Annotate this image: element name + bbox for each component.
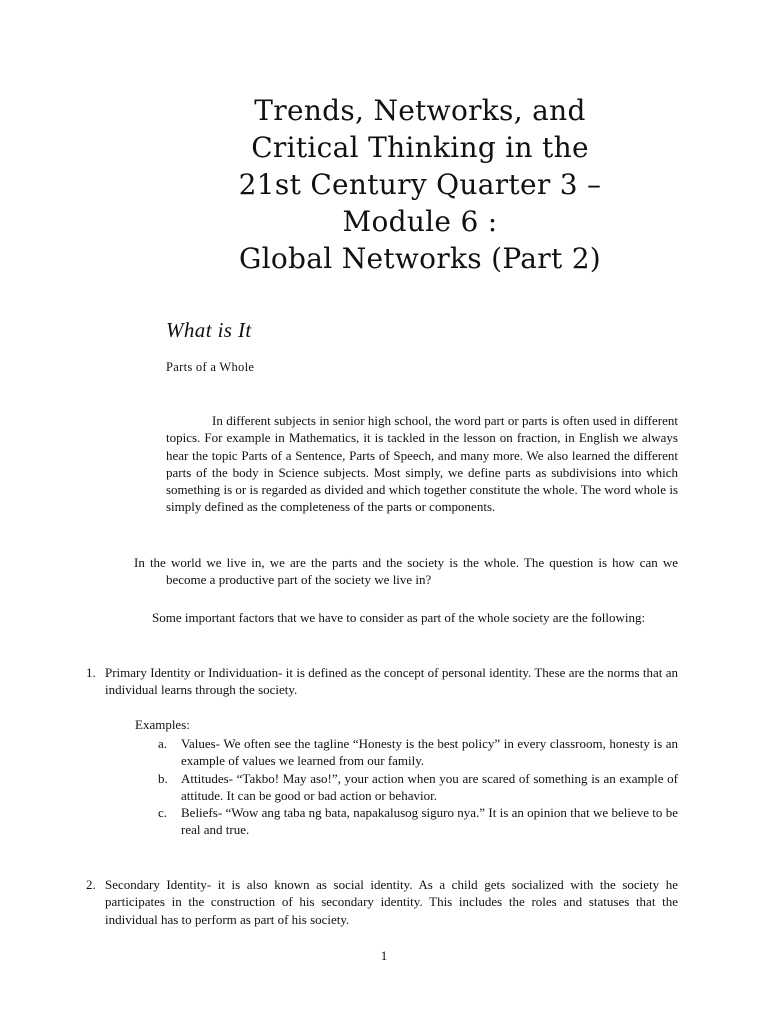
title-line-1: Trends, Networks, and <box>254 94 586 127</box>
title-line-4: Module 6 : <box>342 205 498 238</box>
list-item <box>86 876 678 928</box>
document-title <box>180 92 660 277</box>
subheading: Parts of a Whole <box>166 360 255 374</box>
examples-label: Examples: <box>135 717 190 732</box>
example-letter: b. <box>158 770 168 786</box>
example-item <box>158 804 678 839</box>
title-line-5: Global Networks (Part 2) <box>238 242 602 275</box>
title-line-2: Critical Thinking in the <box>251 131 589 164</box>
example-letter: c. <box>158 805 168 821</box>
list-item-text: Primary Identity or Individuation- it is defined as the concept of personal identity. These are the norms that an individual learns through the society. <box>105 665 678 698</box>
example-text: Attitudes- “Takbo! May aso!”, your action when you are scared of something is an example of attitude. It can be good or bad action or behavior. <box>181 770 678 803</box>
example-item <box>158 770 678 805</box>
list-item-number: 2. <box>86 877 96 892</box>
example-text: Beliefs- “Wow ang taba ng bata, napakalusog siguro nya.” It is an opinion that we believe to be real and true. <box>181 805 678 838</box>
example-letter: a. <box>158 736 168 751</box>
section-heading: What is It <box>166 318 252 342</box>
page-number: 1 <box>380 948 388 963</box>
list-item-text: Secondary Identity- it is also known as social identity. As a child gets socialized with the society he participates in the construction of his secondary identity. This includes the roles and statuses that the individual has to perform as part of his society. <box>105 877 678 927</box>
paragraph-parts-definition: In different subjects in senior high school, the word part or parts is often used in different topics. For example in Mathematics, it is tackled in the lesson on fraction, in English we always hear the topic Parts of a Sentence, Parts of Speech, and many more. We also learned the different parts of the body in Science subjects. Most simply, we define parts as subdivisions into which something is or is regarded as divided and which together constitute the whole. The word whole is simply defined as the completeness of the parts or components. <box>166 413 678 515</box>
example-text: Values- We often see the tagline “Honesty is the best policy” in every classroom, honesty is an example of values we learned from our family. <box>181 736 678 769</box>
list-item-number: 1. <box>86 665 96 680</box>
title-line-3: 21st Century Quarter 3 – <box>238 168 602 201</box>
example-item <box>158 735 678 770</box>
list-item <box>86 664 678 699</box>
paragraph-factors-intro: Some important factors that we have to consider as part of the whole society are the following: <box>152 610 646 625</box>
paragraph-society-question: In the world we live in, we are the parts and the society is the whole. The question is how can we become a productive part of the society we live in? <box>134 555 678 588</box>
examples-list <box>158 735 678 839</box>
